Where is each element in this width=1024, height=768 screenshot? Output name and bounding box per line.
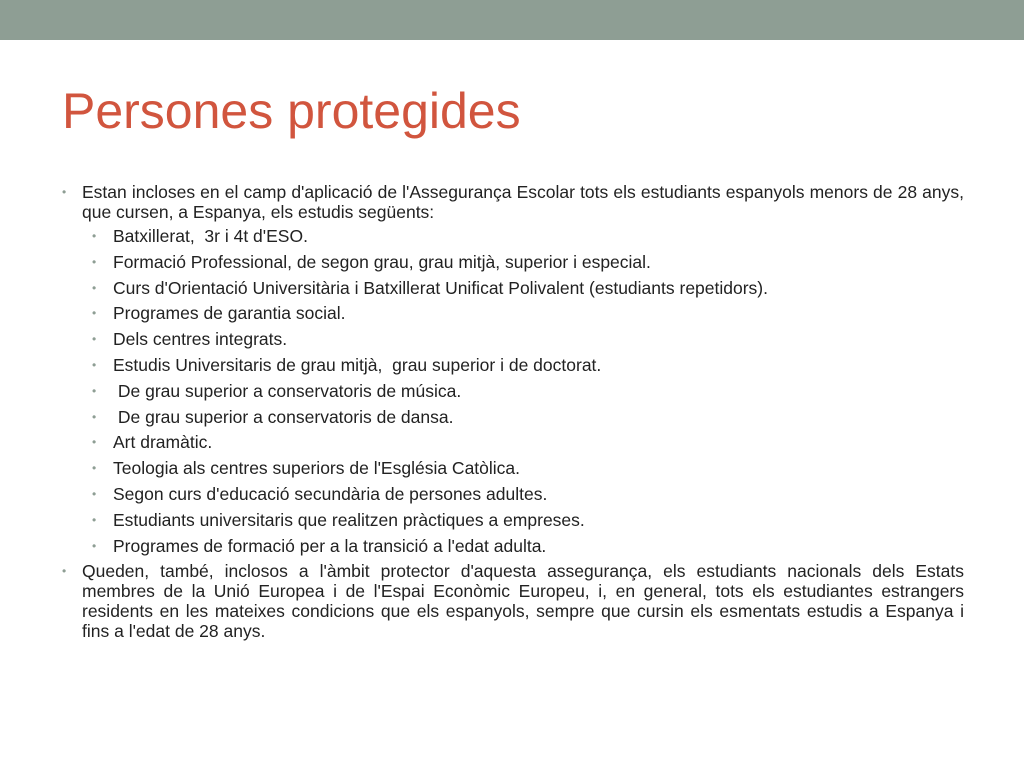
sub-bullet-text: Formació Professional, de segon grau, grau mitjà, superior i especial. <box>113 251 651 272</box>
sub-bullet-text: Programes de formació per a la transició a l'edat adulta. <box>113 535 547 556</box>
bullet-dot-icon: • <box>92 486 97 501</box>
sub-bullet-text: De grau superior a conservatoris de dansa. <box>113 406 454 427</box>
sub-bullet-item <box>62 405 964 431</box>
bullet-dot-icon: • <box>62 564 67 579</box>
slide-title: Persones protegides <box>62 83 521 139</box>
bullet-dot-icon: • <box>92 306 97 321</box>
bullet-dot-icon: • <box>92 512 97 527</box>
sub-bullet-text: Batxillerat, 3r i 4t d'ESO. <box>113 226 308 246</box>
sub-bullet-item <box>62 456 964 482</box>
sub-bullet-text: Dels centres integrats. <box>113 329 288 350</box>
bullet-dot-icon: • <box>92 461 97 476</box>
top-bar <box>0 0 1024 40</box>
sub-bullet-item <box>62 301 964 327</box>
bullet-dot-icon: • <box>92 409 97 424</box>
sub-bullet-item <box>62 379 964 405</box>
bullet-dot-icon: • <box>92 383 97 398</box>
bullet-dot-icon: • <box>62 185 67 199</box>
sub-bullet-item <box>62 250 964 276</box>
sub-bullet-item <box>62 482 964 508</box>
sub-bullet-item <box>62 224 964 250</box>
bullet-dot-icon: • <box>92 357 97 372</box>
bullet-dot-icon: • <box>92 332 97 347</box>
sub-bullet-list <box>62 224 964 559</box>
sub-bullet-item <box>62 276 964 302</box>
bullet-dot-icon: • <box>92 254 97 269</box>
bullet-dot-icon: • <box>92 229 97 243</box>
sub-bullet-text: Programes de garantia social. <box>113 303 346 324</box>
intro-text: Estan incloses en el camp d'aplicació de l'Assegurança Escolar tots els estudiants espanyols menors de 28 anys, que cursen, a Espanya, els estudis següents: <box>82 182 964 222</box>
bullet-intro <box>62 182 964 222</box>
sub-bullet-item <box>62 430 964 456</box>
sub-bullet-text: Segon curs d'educació secundària de persones adultes. <box>113 483 548 504</box>
sub-bullet-item <box>62 353 964 379</box>
sub-bullet-text: Estudiants universitaris que realitzen pràctiques a empreses. <box>113 509 585 530</box>
bullet-dot-icon: • <box>92 538 97 553</box>
sub-bullet-item <box>62 508 964 534</box>
sub-bullet-text: De grau superior a conservatoris de música. <box>113 380 462 401</box>
sub-bullet-text: Art dramàtic. <box>113 432 213 453</box>
sub-bullet-item <box>62 327 964 353</box>
bullet-dot-icon: • <box>92 435 97 450</box>
sub-bullet-text: Teologia als centres superiors de l'Església Catòlica. <box>113 458 521 479</box>
bullet-closing <box>62 561 964 641</box>
bullet-dot-icon: • <box>92 280 97 295</box>
slide-content <box>62 182 964 641</box>
sub-bullet-text: Curs d'Orientació Universitària i Batxillerat Unificat Polivalent (estudiants repetidors). <box>113 277 768 298</box>
sub-bullet-text: Estudis Universitaris de grau mitjà, grau superior i de doctorat. <box>113 354 602 375</box>
sub-bullet-item <box>62 534 964 560</box>
closing-text: Queden, també, inclosos a l'àmbit protector d'aquesta assegurança, els estudiants nacionals dels Estats membres de la Unió Europea i de l'Espai Econòmic Europeu, i, en general, tots els estudiantes estrangers residents en les mateixes condicions que els espanyols, sempre que cursin els esmentats estudis a Espanya i fins a l'edat de 28 anys. <box>82 561 964 642</box>
